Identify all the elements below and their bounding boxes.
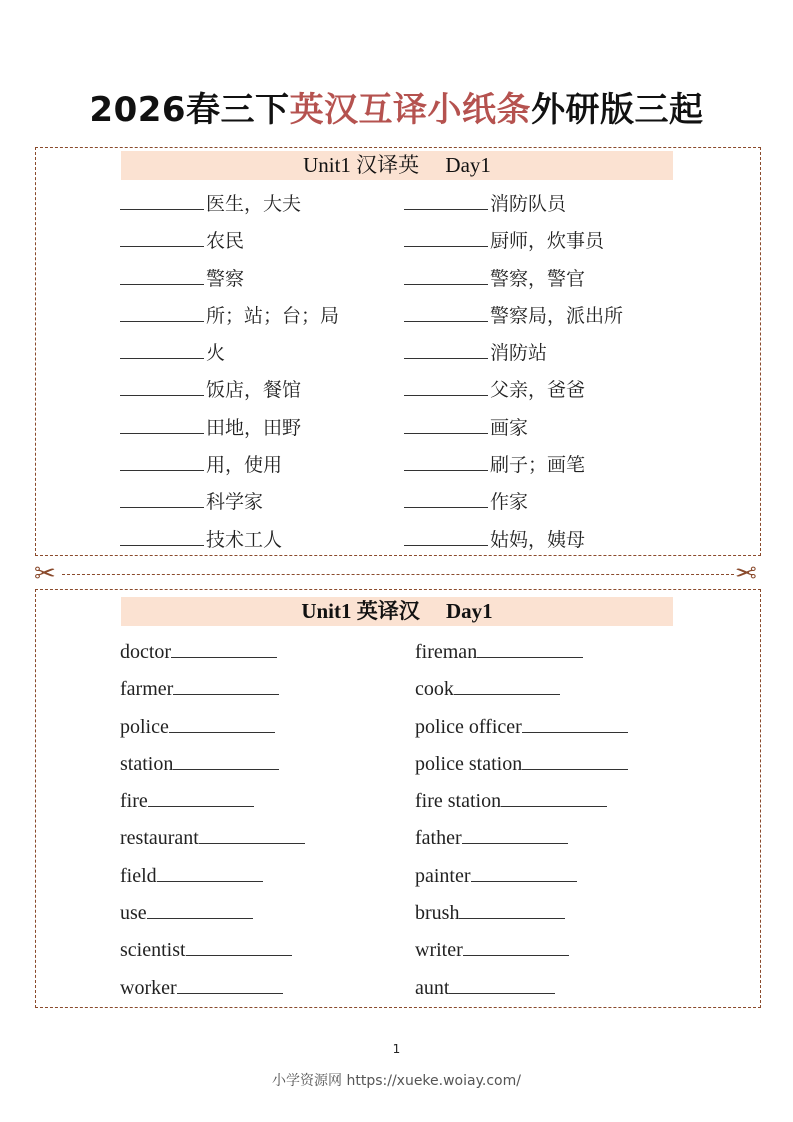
word-row (120, 484, 339, 521)
word-column-left (120, 634, 305, 1007)
answer-blank[interactable] (120, 485, 204, 508)
word-text: police station (415, 752, 523, 775)
answer-blank[interactable] (147, 898, 253, 919)
answer-blank[interactable] (404, 336, 488, 359)
word-text: 警察 (206, 267, 245, 290)
answer-blank[interactable] (120, 224, 204, 247)
word-row (415, 671, 628, 708)
word-row (120, 298, 339, 335)
cut-line (62, 574, 734, 575)
answer-blank[interactable] (120, 373, 204, 396)
word-text: 饭店，餐馆 (206, 379, 302, 402)
word-text: 厨师，炊事员 (490, 230, 605, 253)
word-text: 所；站；台；局 (206, 304, 340, 327)
word-row (415, 634, 628, 671)
answer-blank[interactable] (177, 973, 283, 994)
title-prefix: 2026春三下 (89, 90, 290, 130)
word-text: farmer (120, 678, 174, 701)
word-text: worker (120, 976, 177, 999)
word-text: restaurant (120, 827, 199, 850)
word-row (120, 522, 339, 559)
word-row (120, 820, 305, 857)
title-suffix: 外研版三起 (531, 90, 704, 130)
word-row (404, 372, 623, 409)
answer-blank[interactable] (186, 935, 292, 956)
word-row (120, 671, 305, 708)
answer-blank[interactable] (120, 262, 204, 285)
word-text: brush (415, 902, 460, 925)
word-row (404, 484, 623, 521)
word-text: 科学家 (206, 491, 264, 514)
word-row (120, 970, 305, 1007)
answer-blank[interactable] (120, 411, 204, 434)
word-text: police (120, 715, 169, 738)
answer-blank[interactable] (459, 898, 565, 919)
word-row (404, 298, 623, 335)
answer-blank[interactable] (173, 674, 279, 695)
word-row (415, 932, 628, 969)
answer-blank[interactable] (522, 712, 628, 733)
en-to-cn-section (35, 589, 761, 1008)
word-row (120, 895, 305, 932)
word-row (120, 746, 305, 783)
answer-blank[interactable] (404, 262, 488, 285)
answer-blank[interactable] (477, 637, 583, 658)
word-row (415, 895, 628, 932)
word-row (120, 261, 339, 298)
word-row (404, 447, 623, 484)
word-text: writer (415, 939, 463, 962)
word-row (404, 335, 623, 372)
answer-blank[interactable] (120, 448, 204, 471)
word-text: 医生，大夫 (206, 193, 302, 215)
word-text: field (120, 864, 157, 887)
word-row (404, 261, 623, 298)
answer-blank[interactable] (199, 823, 305, 844)
word-text: doctor (120, 641, 172, 663)
word-row (120, 932, 305, 969)
word-text: 火 (206, 342, 226, 365)
answer-blank[interactable] (501, 786, 607, 807)
answer-blank[interactable] (173, 749, 279, 770)
word-row (120, 410, 339, 447)
word-row (120, 335, 339, 372)
word-text: 技术工人 (206, 528, 283, 551)
word-row (120, 858, 305, 895)
word-row (120, 223, 339, 260)
answer-blank[interactable] (169, 712, 275, 733)
word-text: cook (415, 678, 454, 701)
word-text: 姑妈，姨母 (490, 528, 586, 551)
word-row (415, 970, 628, 1007)
title-highlight: 英汉互译小纸条 (289, 90, 532, 130)
answer-blank[interactable] (404, 523, 488, 546)
footer-source: 小学资源网 https://xueke.woiay.com/ (272, 1073, 521, 1089)
word-text: police officer (415, 715, 522, 738)
word-text: fire (120, 790, 148, 813)
answer-blank[interactable] (522, 749, 628, 770)
word-text: fireman (415, 641, 478, 663)
answer-blank[interactable] (462, 823, 568, 844)
word-column-right (415, 634, 628, 1007)
section-header: Unit1 汉译英 Day1 (121, 151, 673, 180)
answer-blank[interactable] (171, 637, 277, 658)
word-row (120, 186, 339, 223)
answer-blank[interactable] (157, 861, 263, 882)
word-text: station (120, 752, 174, 775)
word-column-left (120, 186, 339, 559)
word-text: 父亲，爸爸 (490, 379, 586, 402)
answer-blank[interactable] (148, 786, 254, 807)
word-row (120, 447, 339, 484)
word-text: 消防站 (490, 342, 548, 365)
answer-blank[interactable] (404, 299, 488, 322)
answer-blank[interactable] (404, 373, 488, 396)
word-row (415, 783, 628, 820)
answer-blank[interactable] (120, 523, 204, 546)
answer-blank[interactable] (471, 861, 577, 882)
answer-blank[interactable] (404, 485, 488, 508)
cn-to-en-section (35, 147, 761, 556)
word-row (120, 372, 339, 409)
scissors-icon: ✂ (34, 559, 56, 589)
word-row (120, 634, 305, 671)
word-text: 画家 (490, 416, 529, 439)
word-text: 作家 (490, 491, 529, 514)
answer-blank[interactable] (120, 336, 204, 359)
word-text: 用，使用 (206, 454, 283, 477)
answer-blank[interactable] (404, 224, 488, 247)
word-row (404, 522, 623, 559)
page-number: 1 (392, 1042, 401, 1056)
word-text: 田地，田野 (206, 416, 302, 439)
answer-blank[interactable] (404, 448, 488, 471)
word-text: 消防队员 (490, 193, 567, 215)
word-text: painter (415, 864, 471, 887)
word-row (404, 223, 623, 260)
answer-blank[interactable] (404, 187, 488, 210)
answer-blank[interactable] (120, 187, 204, 210)
word-row (404, 410, 623, 447)
word-text: aunt (415, 976, 450, 999)
word-text: scientist (120, 939, 186, 962)
word-text: father (415, 827, 462, 850)
answer-blank[interactable] (404, 411, 488, 434)
word-text: 警察，警官 (490, 267, 586, 290)
word-row (415, 820, 628, 857)
section-header: Unit1 英译汉 Day1 (121, 597, 673, 626)
page-title (0, 82, 793, 131)
word-row (404, 186, 623, 223)
answer-blank[interactable] (454, 674, 560, 695)
word-column-right (404, 186, 623, 559)
answer-blank[interactable] (463, 935, 569, 956)
word-text: 警察局，派出所 (490, 304, 624, 327)
word-row (120, 783, 305, 820)
word-row (120, 709, 305, 746)
word-text: use (120, 902, 147, 925)
word-row (415, 746, 628, 783)
word-text: 农民 (206, 230, 245, 253)
answer-blank[interactable] (120, 299, 204, 322)
word-text: fire station (415, 790, 502, 813)
answer-blank[interactable] (449, 973, 555, 994)
word-row (415, 709, 628, 746)
scissors-icon: ✂ (735, 559, 757, 589)
word-text: 刷子；画笔 (490, 454, 586, 477)
word-row (415, 858, 628, 895)
